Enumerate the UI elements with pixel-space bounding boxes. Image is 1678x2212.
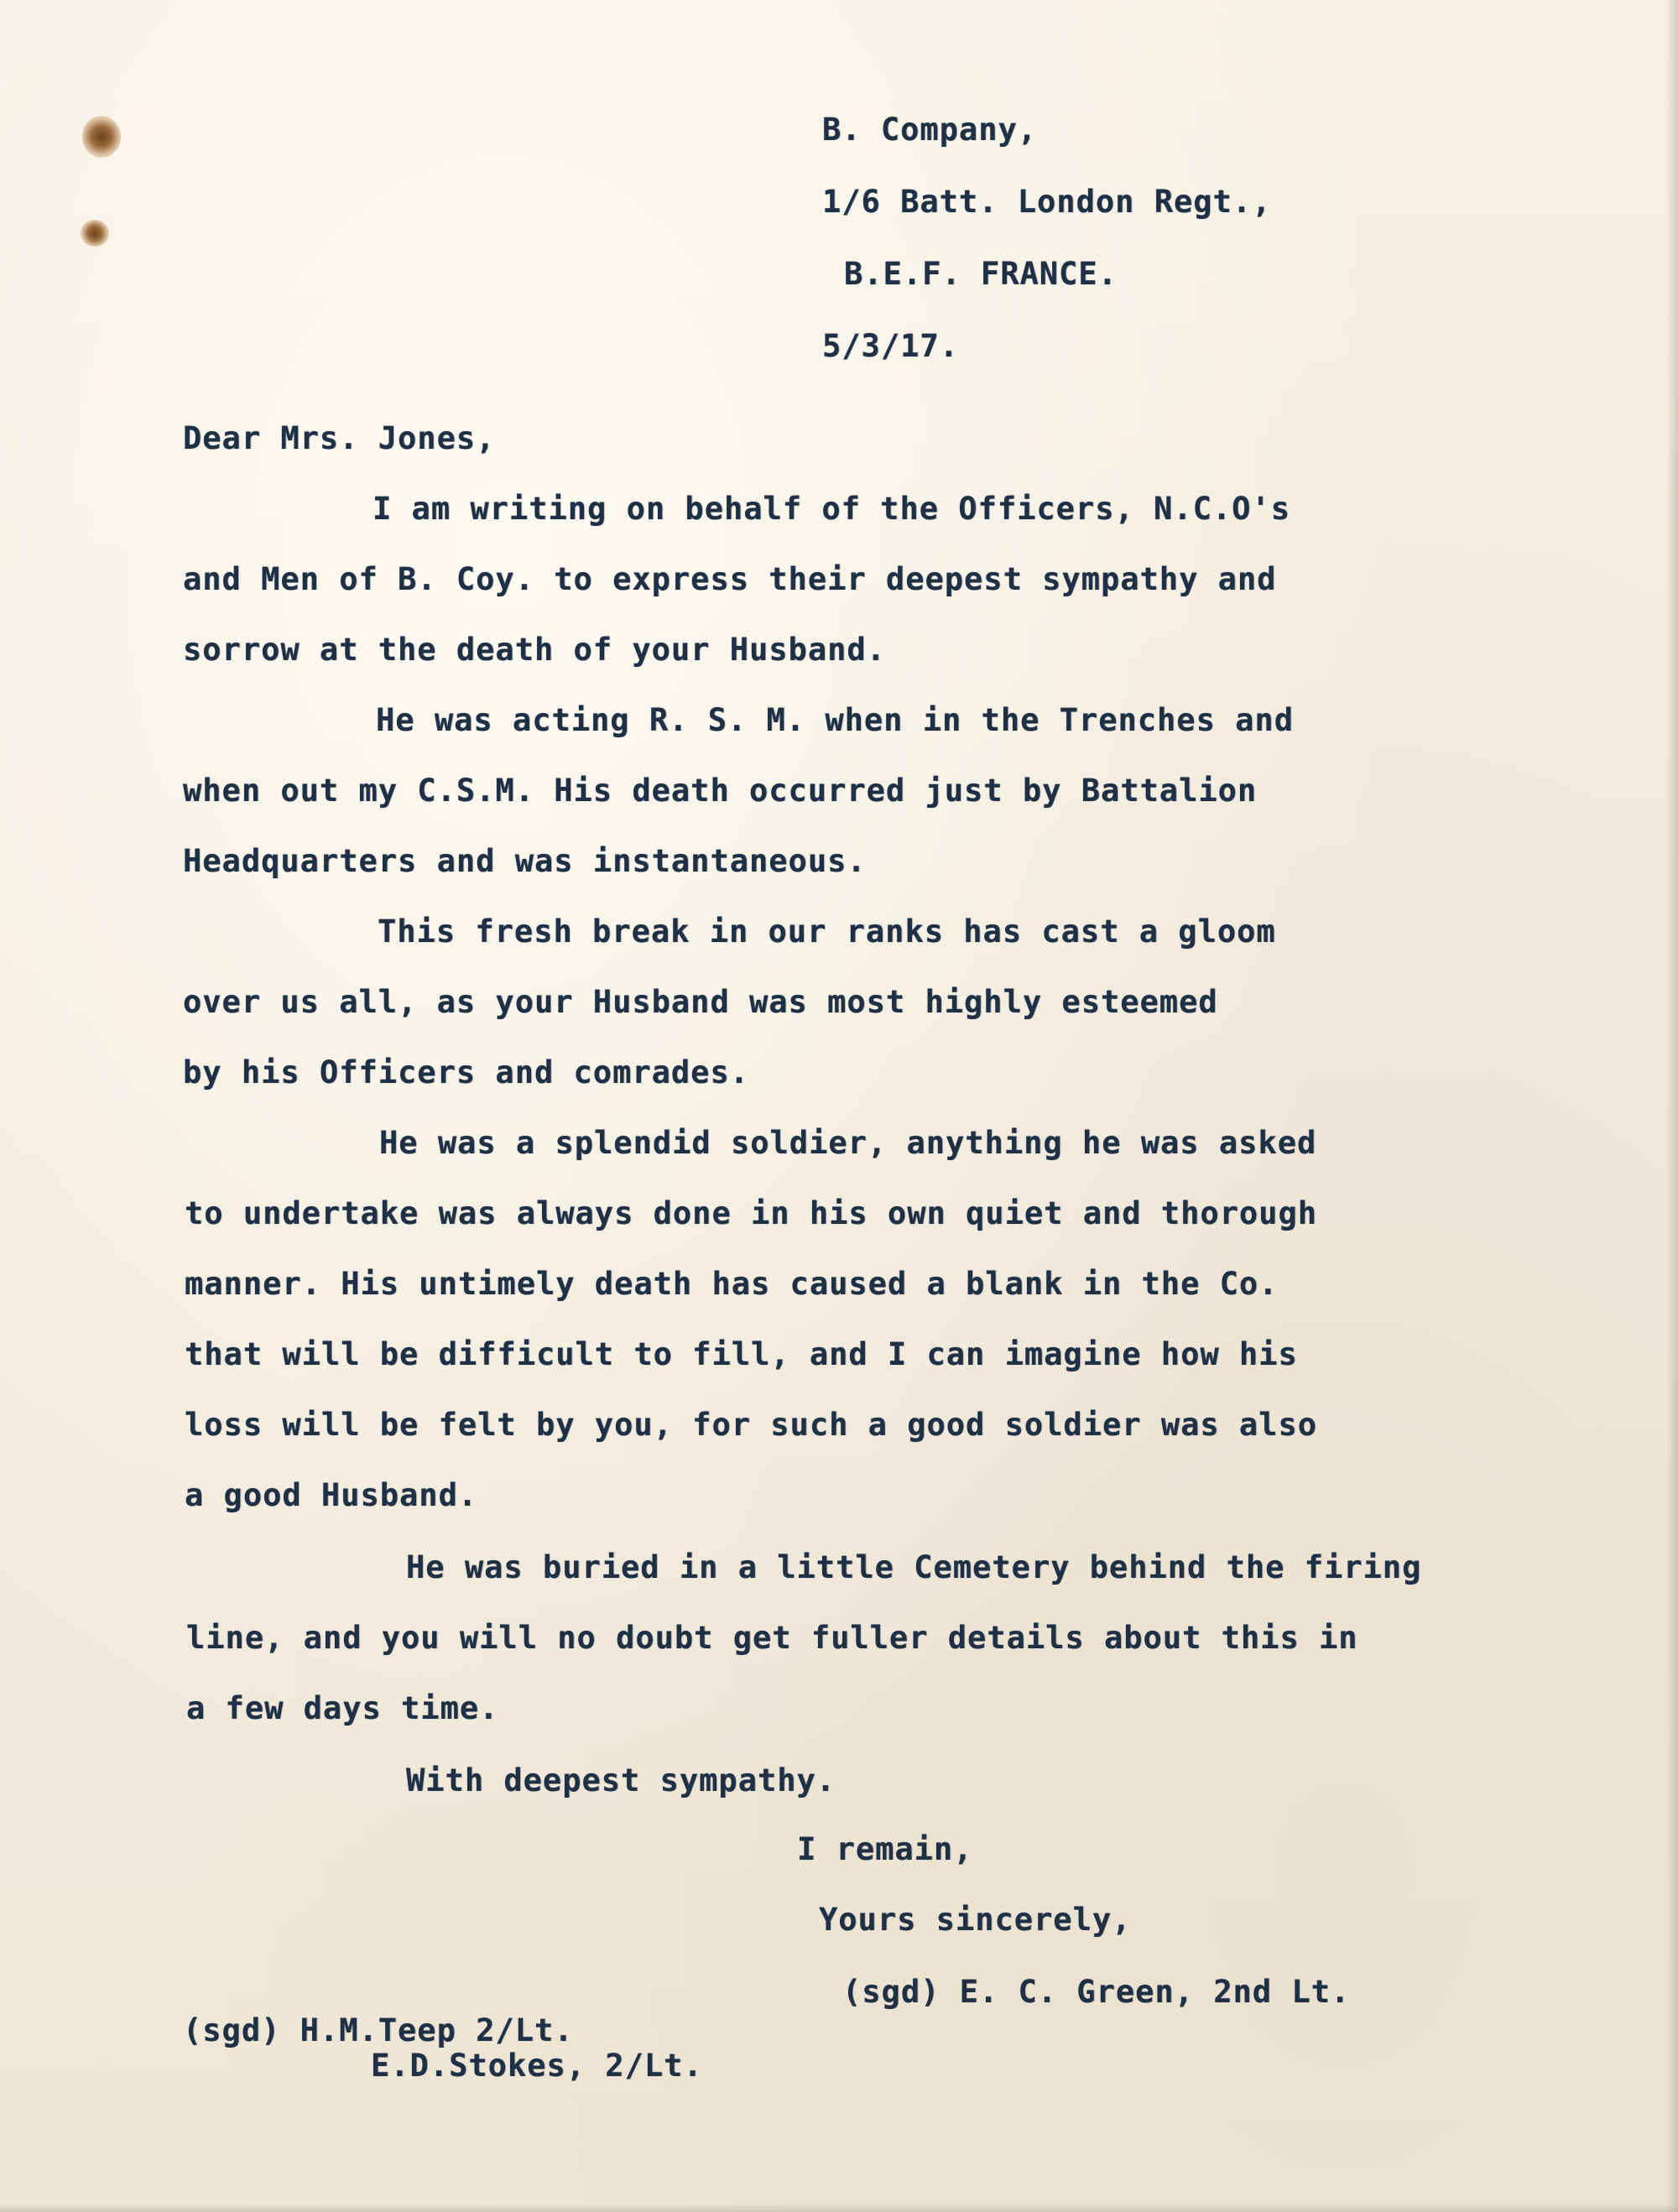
paragraph-line: This fresh break in our ranks has cast a gloom	[378, 913, 1276, 950]
paragraph-line: He was a splendid soldier, anything he was asked	[379, 1125, 1317, 1161]
rust-stain-icon	[81, 220, 109, 247]
paragraph-line: a good Husband.	[185, 1477, 478, 1513]
salutation: Dear Mrs. Jones,	[183, 420, 496, 456]
paragraph-line: manner. His untimely death has caused a blank in the Co.	[185, 1266, 1279, 1302]
paragraph-line: and Men of B. Coy. to express their deepest sympathy and	[183, 561, 1277, 597]
paragraph-line: sorrow at the death of your Husband.	[183, 632, 886, 668]
signature-green: (sgd) E. C. Green, 2nd Lt.	[842, 1974, 1351, 2010]
paragraph-line: He was acting R. S. M. when in the Trenches and	[376, 702, 1294, 738]
paper-edge-right	[1666, 0, 1678, 2212]
cosigner-teep: (sgd) H.M.Teep 2/Lt.	[183, 2012, 574, 2048]
letter-date: 5/3/17.	[822, 328, 959, 364]
paragraph-line: a few days time.	[186, 1690, 499, 1726]
paragraph-line: by his Officers and comrades.	[183, 1054, 750, 1090]
paragraph-line: to undertake was always done in his own quiet and thorough	[185, 1195, 1318, 1231]
paragraph-line: line, and you will no doubt get fuller details about this in	[186, 1620, 1358, 1656]
closing-sympathy: With deepest sympathy.	[406, 1762, 836, 1798]
paragraph-line: Headquarters and was instantaneous.	[183, 843, 867, 879]
paper-edge-bottom	[0, 2204, 1678, 2212]
rust-stain-icon	[82, 116, 121, 158]
paragraph-line: He was buried in a little Cemetery behind the firing	[406, 1549, 1422, 1585]
address-battalion: 1/6 Batt. London Regt.,	[822, 184, 1272, 220]
paragraph-line: I am writing on behalf of the Officers, N.C.O's	[373, 491, 1290, 527]
paragraph-line: when out my C.S.M. His death occurred just by Battalion	[183, 773, 1258, 809]
paragraph-line: loss will be felt by you, for such a good soldier was also	[185, 1407, 1318, 1443]
address-location: B.E.F. FRANCE.	[844, 256, 1118, 292]
closing-yours: Yours sincerely,	[819, 1902, 1132, 1938]
paragraph-line: over us all, as your Husband was most highly esteemed	[183, 984, 1218, 1020]
cosigner-stokes: E.D.Stokes, 2/Lt.	[371, 2048, 703, 2084]
closing-remain: I remain,	[797, 1831, 973, 1867]
address-company: B. Company,	[822, 112, 1038, 148]
paragraph-line: that will be difficult to fill, and I can imagine how his	[185, 1336, 1298, 1372]
